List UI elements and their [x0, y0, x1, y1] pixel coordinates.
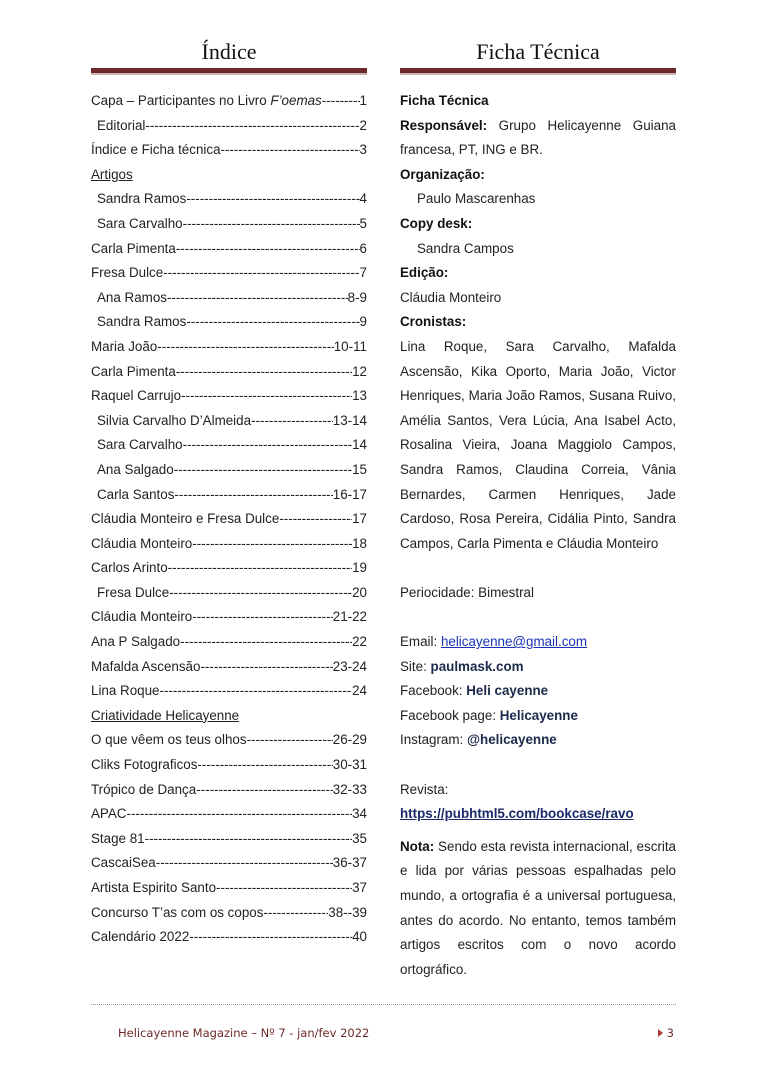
- toc-entry-label: Artista Espirito Santo: [91, 880, 217, 895]
- dash-leader: [196, 778, 333, 803]
- toc-entry-page: 21-22: [332, 609, 367, 625]
- edicao: Cláudia Monteiro: [400, 289, 502, 305]
- toc-entry-page: 10-11: [333, 338, 367, 354]
- toc-entry-page: 17: [352, 511, 367, 527]
- toc-entry-label: Calendário 2022: [91, 929, 190, 945]
- dash-leader: [216, 876, 352, 901]
- revista-label: Revista:: [400, 781, 449, 797]
- dash-leader: [189, 925, 352, 950]
- revista-link[interactable]: https://pubhtml5.com/bookcase/ravo: [400, 806, 634, 822]
- dash-leader: [181, 384, 352, 409]
- dash-leader: [163, 261, 359, 286]
- toc-entry[interactable]: [91, 360, 367, 385]
- toc-entry[interactable]: [91, 507, 367, 532]
- toc-entry[interactable]: [91, 901, 367, 926]
- page-number: 3: [658, 1026, 674, 1040]
- dash-leader: [247, 728, 333, 753]
- nota: Nota: Sendo esta revista internacional, escrita e lida por várias pessoas espalhadas pelo mundo, a ortografia é a universal portuguesa, antes do acordo. No entanto, temos também artigos escritos com o novo acordo ortográfico.: [400, 838, 676, 977]
- cronistas: Lina Roque, Sara Carvalho, Mafalda Ascensão, Kika Oporto, Maria João, Victor Henriques, Maria João Ramos, Susana Ruivo, Amélia Santos, Vera Lúcia, Ana Isabel Acto, Rosalina Vieira, Joana Maggiolo Campos, Sandra Ramos, Claudina Correia, Vânia Bernardes, Carmen Henriques, Jade Cardoso, Rosa Pereira, Cidália Pinto, Sandra Campos, Carla Pimenta e Cláudia Monteiro: [400, 338, 676, 551]
- toc-entry-page: 26-29: [332, 732, 367, 748]
- footer: [118, 1026, 674, 1040]
- email-row: Email: helicayenne@gmail.com: [400, 634, 588, 650]
- toc-entry-label: Lina Roque: [91, 683, 160, 699]
- toc-entry-page: 38--39: [328, 904, 367, 920]
- toc-entry-label: Sara Carvalho: [97, 437, 183, 453]
- dash-leader: [156, 851, 333, 876]
- toc-entry[interactable]: [91, 876, 367, 901]
- dash-leader: [197, 753, 332, 778]
- footer-text: Helicayenne Magazine – Nº 7 - jan/fev 2022: [118, 1026, 370, 1040]
- dash-leader: [126, 802, 352, 827]
- table-of-contents: [91, 89, 367, 950]
- toc-entry[interactable]: [91, 458, 367, 483]
- triangle-icon: [658, 1029, 663, 1037]
- site-row: Site: paulmask.com: [400, 658, 524, 674]
- toc-entry-page: 14: [352, 437, 367, 453]
- toc-entry[interactable]: [91, 483, 367, 508]
- toc-entry[interactable]: [91, 630, 367, 655]
- toc-entry-page: 8-9: [347, 289, 367, 305]
- edicao-label: Edição:: [400, 265, 449, 281]
- toc-entry[interactable]: [91, 728, 367, 753]
- toc-entry-page: 24: [352, 683, 367, 699]
- toc-entry[interactable]: [91, 581, 367, 606]
- toc-entry[interactable]: [91, 753, 367, 778]
- toc-entry-label: Sara Carvalho: [97, 215, 183, 231]
- toc-entry-page: 22: [352, 634, 367, 650]
- toc-entry-page: 34: [352, 806, 367, 822]
- dash-leader: [192, 605, 333, 630]
- toc-entry[interactable]: [91, 187, 367, 212]
- copydesk: Sandra Campos: [417, 240, 514, 256]
- toc-entry-label: Mafalda Ascensão: [91, 658, 201, 674]
- toc-entry[interactable]: [91, 261, 367, 286]
- toc-entry[interactable]: [91, 384, 367, 409]
- facebook-row: Facebook: Heli cayenne: [400, 683, 549, 699]
- toc-entry[interactable]: [91, 532, 367, 557]
- toc-entry[interactable]: [91, 433, 367, 458]
- toc-entry-page: 35: [352, 830, 367, 846]
- toc-section-heading: Criatividade Helicayenne: [91, 707, 240, 723]
- toc-entry-page: 32-33: [332, 781, 367, 797]
- ficha-title: Ficha Técnica: [476, 39, 600, 64]
- dash-leader: [183, 212, 360, 237]
- toc-entry-label: Ana Ramos: [97, 289, 167, 305]
- organizacao: Paulo Mascarenhas: [417, 191, 536, 207]
- toc-entry-label: Cláudia Monteiro: [91, 535, 193, 551]
- dash-leader: [174, 483, 332, 508]
- toc-entry-page: 6: [359, 240, 367, 256]
- toc-section-heading: Artigos: [91, 166, 133, 182]
- revista-row: [400, 802, 676, 827]
- toc-entry[interactable]: [91, 802, 367, 827]
- site-value: paulmask.com: [430, 658, 524, 674]
- dash-leader: [180, 630, 352, 655]
- toc-entry[interactable]: [91, 556, 367, 581]
- periodicidade: Periocidade: Bimestral: [400, 584, 534, 600]
- title-rule: [400, 68, 676, 75]
- toc-entry-label: Carla Pimenta: [91, 363, 176, 379]
- toc-entry-page: 18: [352, 535, 367, 551]
- toc-entry-label: Índice e Ficha técnica: [91, 142, 221, 158]
- dash-leader: [167, 286, 348, 311]
- toc-entry[interactable]: [91, 286, 367, 311]
- dash-leader: [221, 138, 360, 163]
- toc-entry-label: Silvia Carvalho D’Almeida: [97, 412, 252, 428]
- toc-entry-page: 16-17: [332, 486, 367, 502]
- toc-entry-label: Ana Salgado: [97, 461, 174, 477]
- toc-entry-page: 15: [352, 461, 367, 477]
- dash-leader: [263, 901, 328, 926]
- ficha-heading: Ficha Técnica: [400, 93, 489, 108]
- dash-leader: [322, 89, 360, 114]
- toc-entry-page: 13-14: [332, 412, 367, 428]
- dash-leader: [176, 237, 360, 262]
- copydesk-label: Copy desk:: [400, 215, 473, 231]
- ficha-column: [400, 36, 676, 982]
- toc-entry-label: Sandra Ramos: [97, 191, 187, 207]
- dash-leader: [251, 409, 333, 434]
- toc-entry[interactable]: [91, 310, 367, 335]
- toc-entry[interactable]: [91, 827, 367, 852]
- footer-divider: [91, 1004, 676, 1005]
- dash-leader: [160, 679, 353, 704]
- toc-entry-page: 40: [352, 929, 367, 945]
- index-column: [91, 36, 367, 950]
- facebook-page-row: Facebook page: Helicayenne: [400, 707, 578, 723]
- toc-entry[interactable]: [91, 89, 367, 114]
- dash-leader: [183, 433, 352, 458]
- toc-entry-label: Stage 81: [91, 830, 145, 846]
- dash-leader: [192, 532, 352, 557]
- dash-leader: [168, 556, 352, 581]
- dash-leader: [279, 507, 352, 532]
- dash-leader: [157, 335, 333, 360]
- toc-entry-label: Sandra Ramos: [97, 314, 187, 330]
- toc-entry-label: Carlos Arinto: [91, 560, 168, 576]
- toc-entry[interactable]: [91, 605, 367, 630]
- cronistas-label: Cronistas:: [400, 314, 467, 330]
- toc-entry-page: 30-31: [332, 757, 367, 773]
- toc-entry[interactable]: [91, 212, 367, 237]
- toc-entry-page: 37: [352, 880, 367, 895]
- toc-entry[interactable]: [91, 679, 367, 704]
- toc-entry-label: APAC: [91, 806, 127, 822]
- toc-entry-page: 23-24: [332, 658, 367, 674]
- toc-entry[interactable]: [91, 335, 367, 360]
- toc-entry-page: 4: [359, 191, 367, 207]
- toc-entry-page: 2: [359, 117, 367, 133]
- toc-entry[interactable]: [91, 778, 367, 803]
- toc-entry-page: 13: [352, 388, 367, 404]
- toc-entry-page: 36-37: [332, 855, 367, 871]
- toc-entry[interactable]: [91, 925, 367, 950]
- toc-entry-label: Trópico de Dança: [91, 781, 197, 797]
- toc-entry-label: Fresa Dulce: [97, 584, 170, 600]
- toc-entry-page: 9: [359, 314, 367, 330]
- toc-entry[interactable]: [91, 138, 367, 163]
- dash-leader: [200, 655, 332, 680]
- toc-entry-page: 1: [359, 93, 367, 108]
- toc-entry[interactable]: [91, 237, 367, 262]
- dash-leader: [176, 360, 352, 385]
- dash-leader: [145, 114, 359, 139]
- toc-entry-label: CascaiSea: [91, 855, 156, 871]
- email-link[interactable]: helicayenne@gmail.com: [440, 634, 588, 650]
- dash-leader: [169, 581, 352, 606]
- dash-leader: [186, 187, 359, 212]
- dash-leader: [186, 310, 359, 335]
- toc-entry-label: Concurso T’as com os copos: [91, 904, 264, 920]
- toc-entry-label: Editorial: [97, 117, 146, 133]
- toc-entry-label: Carla Pimenta: [91, 240, 176, 256]
- toc-entry-label: Maria João: [91, 338, 158, 354]
- index-title: Índice: [201, 39, 257, 64]
- dash-leader: [145, 827, 352, 852]
- instagram-row: Instagram: @helicayenne: [400, 732, 557, 748]
- toc-entry[interactable]: [91, 851, 367, 876]
- toc-entry-page: 20: [352, 584, 367, 600]
- toc-entry-label: Raquel Carrujo: [91, 388, 182, 404]
- toc-entry-page: 5: [359, 215, 367, 231]
- dash-leader: [174, 458, 352, 483]
- toc-entry[interactable]: [91, 114, 367, 139]
- toc-entry-label: Cláudia Monteiro e Fresa Dulce: [91, 511, 280, 527]
- responsavel: Responsável: Grupo Helicayenne Guiana francesa, PT, ING e BR.: [400, 117, 676, 158]
- toc-entry[interactable]: [91, 409, 367, 434]
- toc-entry-label: Cliks Fotograficos: [91, 757, 198, 773]
- toc-entry-label: Carla Santos: [97, 486, 175, 502]
- toc-entry-label: Ana P Salgado: [91, 634, 181, 650]
- toc-entry-label: O que vêem os teus olhos: [91, 732, 247, 748]
- toc-entry-label: Capa – Participantes no Livro F’oemas: [91, 93, 322, 108]
- toc-entry[interactable]: [91, 655, 367, 680]
- toc-entry-page: 12: [352, 363, 367, 379]
- toc-entry-page: 7: [359, 265, 367, 281]
- title-rule: [91, 68, 367, 75]
- toc-entry-page: 19: [352, 560, 367, 576]
- toc-entry-label: Fresa Dulce: [91, 265, 164, 281]
- toc-entry-page: 3: [359, 142, 367, 158]
- toc-entry-label: Cláudia Monteiro: [91, 609, 193, 625]
- organizacao-label: Organização:: [400, 166, 485, 182]
